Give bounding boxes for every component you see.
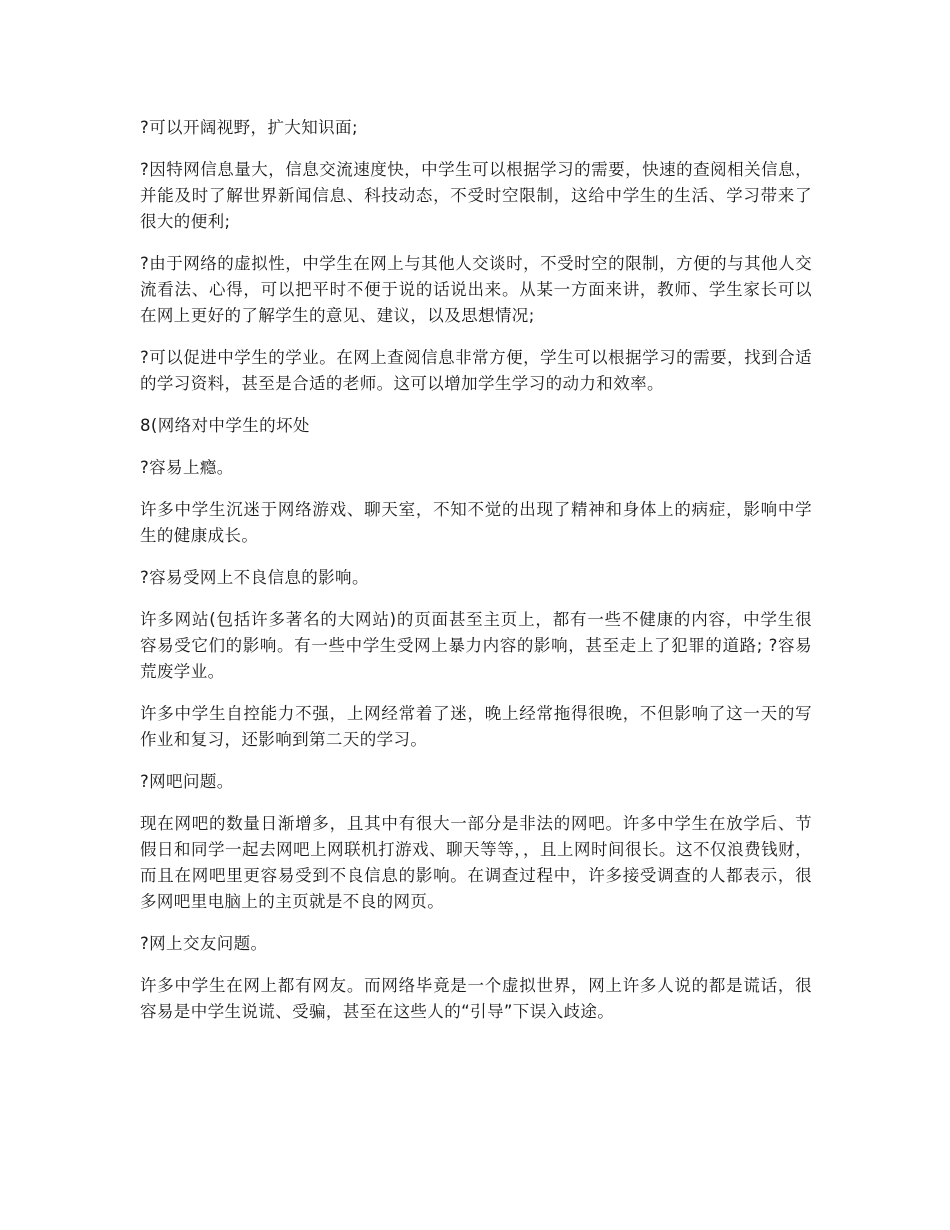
paragraph-promote-study: ?可以促进中学生的学业。在网上查阅信息非常方便，学生可以根据学习的需要，找到合适的学习资料，甚至是合适的老师。这可以增加学生学习的动力和效率。 [140, 348, 812, 393]
paragraph-bad-information: ?容易受网上不良信息的影响。 [140, 568, 369, 587]
paragraph-internet-cafe: ?网吧问题。 [140, 772, 234, 791]
paragraph-information-volume: ?因特网信息量大，信息交流速度快，中学生可以根据学习的需要，快速的查阅相关信息，并能及时了解世界新闻信息、科技动态，不受时空限制，这给中学生的生活、学习带来了很大的便利; [140, 160, 812, 231]
paragraph-online-friends-detail: 许多中学生在网上都有网友。而网络毕竟是一个虚拟世界，网上许多人说的都是谎话，很容易是中学生说谎、受骗，甚至在这些人的“引导”下误入歧途。 [140, 976, 812, 1021]
paragraph-neglect-study-detail: 许多中学生自控能力不强，上网经常着了迷，晚上经常拖得很晚，不但影响了这一天的写作业和复习，还影响到第二天的学习。 [140, 704, 812, 749]
document-page [140, 115, 812, 1041]
paragraph-bad-information-detail: 许多网站(包括许多著名的大网站)的页面甚至主页上，都有一些不健康的内容，中学生很容易受它们的影响。有一些中学生受网上暴力内容的影响，甚至走上了犯罪的道路; ?容易荒废学业。 [140, 610, 812, 681]
paragraph-broaden-horizons: ?可以开阔视野，扩大知识面; [140, 118, 358, 137]
paragraph-online-friends: ?网上交友问题。 [140, 934, 268, 953]
paragraph-internet-cafe-detail: 现在网吧的数量日渐增多，且其中有很大一部分是非法的网吧。许多中学生在放学后、节假日和同学一起去网吧上网联机打游戏、聊天等等，，且上网时间很长。这不仅浪费钱财，而且在网吧里更容易受到不良信息的影响。在调查过程中，许多接受调查的人都表示，很多网吧里电脑上的主页就是不良的网页。 [140, 814, 812, 911]
paragraph-addiction-detail: 许多中学生沉迷于网络游戏、聊天室，不知不觉的出现了精神和身体上的病症，影响中学生的健康成长。 [140, 500, 812, 545]
paragraph-virtual-communication: ?由于网络的虚拟性，中学生在网上与其他人交谈时，不受时空的限制，方便的与其他人交流看法、心得，可以把平时不便于说的话说出来。从某一方面来讲，教师、学生家长可以在网上更好的了解学生的意见、建议，以及思想情况; [140, 254, 812, 325]
section-heading-harms: 8(网络对中学生的坏处 [140, 416, 310, 435]
paragraph-addiction: ?容易上瘾。 [140, 458, 234, 477]
